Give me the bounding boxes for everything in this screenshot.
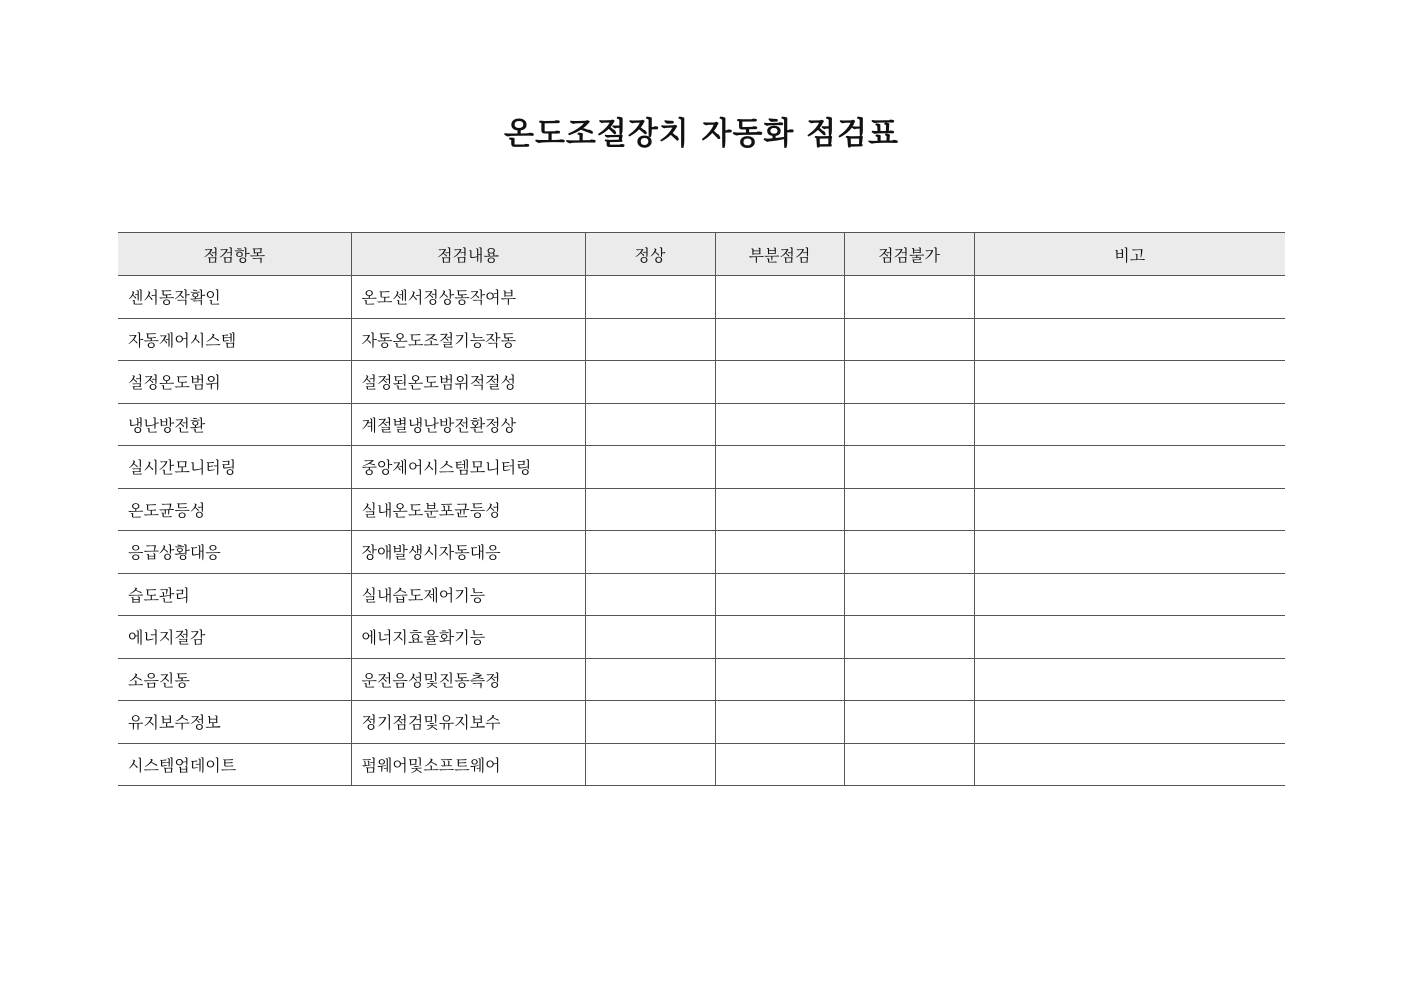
table-row — [118, 361, 1285, 404]
item-cell: 유지보수정보 — [118, 701, 351, 744]
partial-check-cell[interactable] — [715, 701, 844, 744]
item-cell: 습도관리 — [118, 573, 351, 616]
remarks-cell[interactable] — [974, 488, 1285, 531]
content-cell: 온도센서정상동작여부 — [351, 276, 585, 319]
normal-cell[interactable] — [585, 403, 715, 446]
content-cell: 펌웨어및소프트웨어 — [351, 743, 585, 786]
content-cell: 정기점검및유지보수 — [351, 701, 585, 744]
normal-cell[interactable] — [585, 531, 715, 574]
not-checkable-cell[interactable] — [844, 446, 974, 489]
not-checkable-cell[interactable] — [844, 403, 974, 446]
content-cell: 실내온도분포균등성 — [351, 488, 585, 531]
table-row — [118, 701, 1285, 744]
item-cell: 자동제어시스템 — [118, 318, 351, 361]
partial-check-cell[interactable] — [715, 573, 844, 616]
remarks-cell[interactable] — [974, 446, 1285, 489]
normal-cell[interactable] — [585, 701, 715, 744]
item-cell: 실시간모니터링 — [118, 446, 351, 489]
item-cell: 응급상황대응 — [118, 531, 351, 574]
header-inspection-content: 점검내용 — [351, 233, 585, 276]
item-cell: 소음진동 — [118, 658, 351, 701]
table-row — [118, 743, 1285, 786]
not-checkable-cell[interactable] — [844, 743, 974, 786]
remarks-cell[interactable] — [974, 276, 1285, 319]
header-partial-check: 부분점검 — [715, 233, 844, 276]
normal-cell[interactable] — [585, 743, 715, 786]
not-checkable-cell[interactable] — [844, 701, 974, 744]
normal-cell[interactable] — [585, 488, 715, 531]
partial-check-cell[interactable] — [715, 361, 844, 404]
table-row — [118, 403, 1285, 446]
table-row — [118, 573, 1285, 616]
remarks-cell[interactable] — [974, 573, 1285, 616]
content-cell: 운전음성및진동측정 — [351, 658, 585, 701]
item-cell: 설정온도범위 — [118, 361, 351, 404]
table-row — [118, 446, 1285, 489]
not-checkable-cell[interactable] — [844, 318, 974, 361]
not-checkable-cell[interactable] — [844, 276, 974, 319]
remarks-cell[interactable] — [974, 616, 1285, 659]
content-cell: 장애발생시자동대응 — [351, 531, 585, 574]
partial-check-cell[interactable] — [715, 318, 844, 361]
normal-cell[interactable] — [585, 276, 715, 319]
not-checkable-cell[interactable] — [844, 361, 974, 404]
content-cell: 실내습도제어기능 — [351, 573, 585, 616]
page-title: 온도조절장치 자동화 점검표 — [504, 116, 899, 152]
normal-cell[interactable] — [585, 658, 715, 701]
not-checkable-cell[interactable] — [844, 573, 974, 616]
content-cell: 자동온도조절기능작동 — [351, 318, 585, 361]
item-cell: 시스템업데이트 — [118, 743, 351, 786]
header-not-checkable: 점검불가 — [844, 233, 974, 276]
not-checkable-cell[interactable] — [844, 616, 974, 659]
remarks-cell[interactable] — [974, 701, 1285, 744]
normal-cell[interactable] — [585, 446, 715, 489]
header-remarks: 비고 — [974, 233, 1285, 276]
item-cell: 에너지절감 — [118, 616, 351, 659]
content-cell: 설정된온도범위적절성 — [351, 361, 585, 404]
table-row — [118, 616, 1285, 659]
partial-check-cell[interactable] — [715, 658, 844, 701]
partial-check-cell[interactable] — [715, 488, 844, 531]
item-cell: 온도균등성 — [118, 488, 351, 531]
table-row — [118, 531, 1285, 574]
partial-check-cell[interactable] — [715, 446, 844, 489]
partial-check-cell[interactable] — [715, 531, 844, 574]
header-normal: 정상 — [585, 233, 715, 276]
inspection-table — [118, 232, 1285, 786]
content-cell: 중앙제어시스템모니터링 — [351, 446, 585, 489]
not-checkable-cell[interactable] — [844, 658, 974, 701]
normal-cell[interactable] — [585, 361, 715, 404]
partial-check-cell[interactable] — [715, 276, 844, 319]
normal-cell[interactable] — [585, 318, 715, 361]
table-row — [118, 658, 1285, 701]
remarks-cell[interactable] — [974, 531, 1285, 574]
partial-check-cell[interactable] — [715, 403, 844, 446]
remarks-cell[interactable] — [974, 318, 1285, 361]
table-header-row — [118, 233, 1285, 276]
table-row — [118, 318, 1285, 361]
table-row — [118, 276, 1285, 319]
remarks-cell[interactable] — [974, 658, 1285, 701]
partial-check-cell[interactable] — [715, 616, 844, 659]
item-cell: 냉난방전환 — [118, 403, 351, 446]
not-checkable-cell[interactable] — [844, 488, 974, 531]
remarks-cell[interactable] — [974, 361, 1285, 404]
partial-check-cell[interactable] — [715, 743, 844, 786]
remarks-cell[interactable] — [974, 743, 1285, 786]
remarks-cell[interactable] — [974, 403, 1285, 446]
normal-cell[interactable] — [585, 616, 715, 659]
normal-cell[interactable] — [585, 573, 715, 616]
content-cell: 에너지효율화기능 — [351, 616, 585, 659]
not-checkable-cell[interactable] — [844, 531, 974, 574]
table-row — [118, 488, 1285, 531]
content-cell: 계절별냉난방전환정상 — [351, 403, 585, 446]
header-inspection-item: 점검항목 — [118, 233, 351, 276]
item-cell: 센서동작확인 — [118, 276, 351, 319]
